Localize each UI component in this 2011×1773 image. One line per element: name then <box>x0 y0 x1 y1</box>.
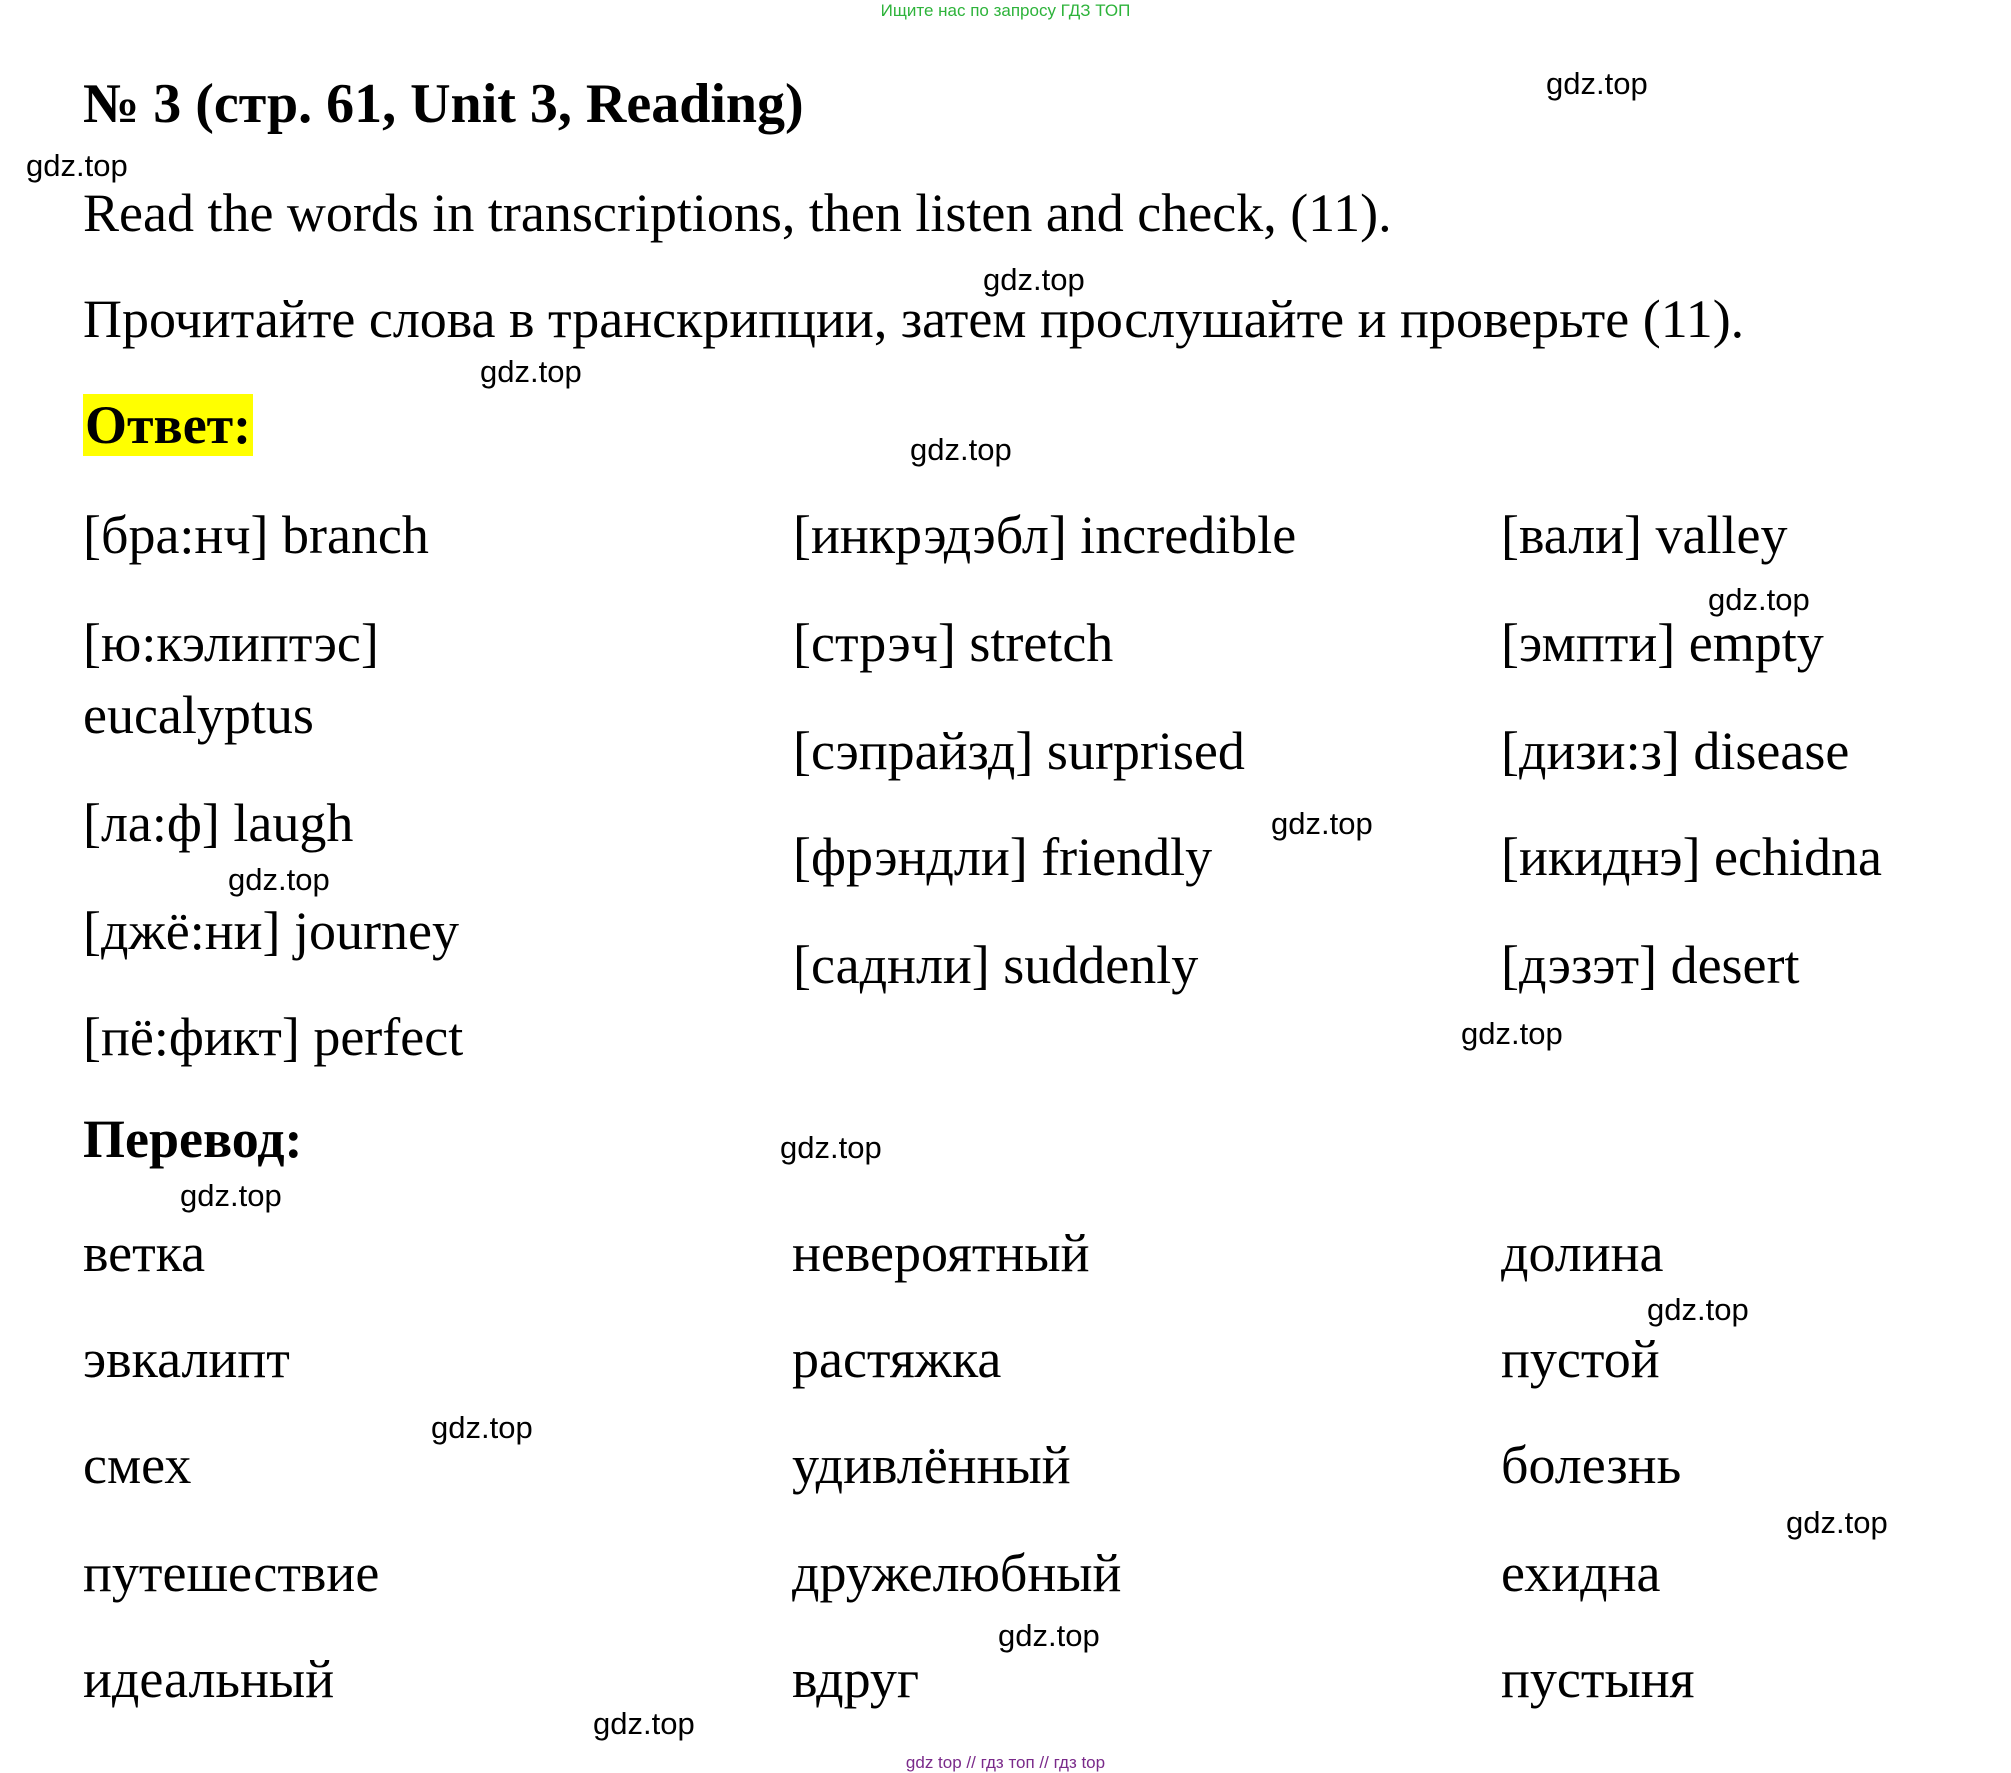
answer-item: [дэзэт] desert <box>1501 935 1800 995</box>
footer-text: gdz top // гдз топ // гдз top <box>905 1753 1106 1772</box>
answer-item: [инкрэдэбл] incredible <box>793 505 1297 565</box>
translation-item: долина <box>1501 1223 1664 1283</box>
translation-item: дружелюбный <box>792 1543 1122 1603</box>
translation-label: Перевод: <box>83 1109 303 1169</box>
top-banner: Ищите нас по запросу ГДЗ ТОП <box>880 1 1131 20</box>
watermark: gdz.top <box>780 1130 882 1165</box>
translation-item: идеальный <box>83 1649 335 1709</box>
translation-item: путешествие <box>83 1543 380 1603</box>
answer-item: [пё:фикт] perfect <box>83 1007 464 1067</box>
watermark: gdz.top <box>593 1706 695 1741</box>
translation-item: болезнь <box>1501 1435 1682 1495</box>
watermark: gdz.top <box>26 148 128 183</box>
watermark: gdz.top <box>1461 1016 1563 1051</box>
instruction-russian: Прочитайте слова в транскрипции, затем прослушайте и проверьте (11). <box>83 289 1745 349</box>
answer-item: [икиднэ] echidna <box>1501 827 1882 887</box>
answer-item: [джё:ни] journey <box>83 901 459 961</box>
answer-item: [сэпрайзд] surprised <box>793 721 1245 781</box>
answer-item: [эмпти] empty <box>1501 613 1824 673</box>
watermark: gdz.top <box>1647 1292 1749 1327</box>
instruction-english: Read the words in transcriptions, then listen and check, (11). <box>83 183 1392 243</box>
watermark: gdz.top <box>228 862 330 897</box>
translation-item: невероятный <box>792 1223 1090 1283</box>
answer-label: Ответ: <box>85 395 252 455</box>
translation-item: вдруг <box>792 1649 920 1709</box>
watermark: gdz.top <box>1546 66 1648 101</box>
watermark: gdz.top <box>1708 582 1810 617</box>
watermark: gdz.top <box>431 1410 533 1445</box>
translation-item: смех <box>83 1435 192 1495</box>
translation-item: пустой <box>1501 1329 1660 1389</box>
watermark: gdz.top <box>910 432 1012 467</box>
watermark: gdz.top <box>1271 806 1373 841</box>
translation-item: удивлённый <box>792 1435 1071 1495</box>
watermark: gdz.top <box>480 354 582 389</box>
watermark: gdz.top <box>180 1178 282 1213</box>
translation-item: ветка <box>83 1223 206 1283</box>
answer-item: [дизи:з] disease <box>1501 721 1850 781</box>
translation-item: растяжка <box>792 1329 1002 1389</box>
translation-item: ехидна <box>1501 1543 1661 1603</box>
answer-item: [ла:ф] laugh <box>83 793 354 853</box>
translation-item: эвкалипт <box>83 1329 290 1389</box>
answer-item: [стрэч] stretch <box>793 613 1114 673</box>
answer-item: [вали] valley <box>1501 505 1788 565</box>
watermark: gdz.top <box>998 1618 1100 1653</box>
answer-item: [саднли] suddenly <box>793 935 1199 995</box>
watermark: gdz.top <box>1786 1505 1888 1540</box>
watermark: gdz.top <box>983 262 1085 297</box>
page-title: № 3 (стр. 61, Unit 3, Reading) <box>83 73 804 135</box>
answer-item: [ю:кэлиптэс] <box>83 613 379 673</box>
answer-item: eucalyptus <box>83 685 314 745</box>
answer-item: [бра:нч] branch <box>83 505 429 565</box>
translation-item: пустыня <box>1501 1649 1695 1709</box>
answer-item: [фрэндли] friendly <box>793 827 1213 887</box>
